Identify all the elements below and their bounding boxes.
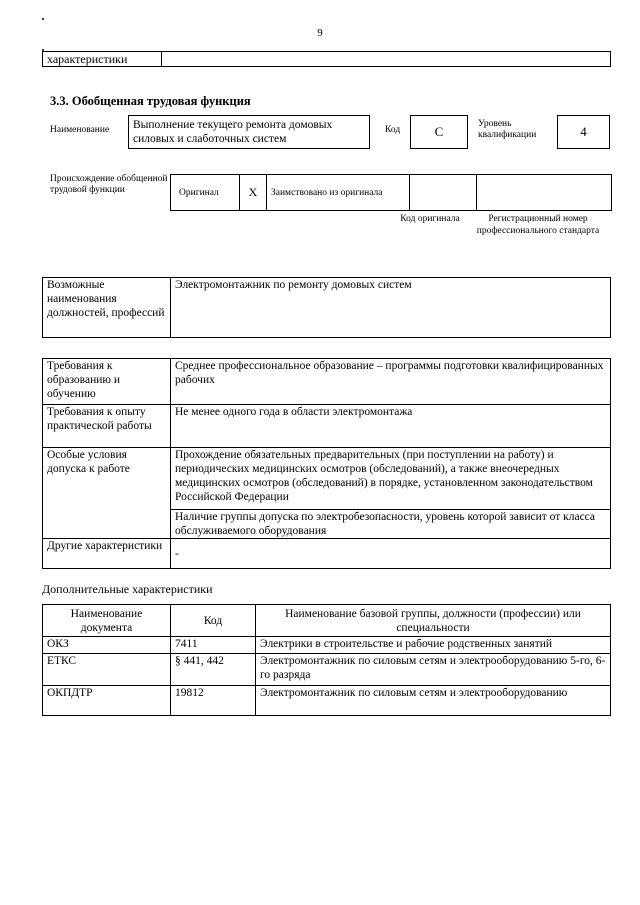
page-number: 9 — [317, 27, 323, 39]
origin-reg-cell — [477, 175, 612, 211]
additional-table — [42, 604, 611, 716]
origin-mark: X — [240, 175, 267, 211]
level-value: 4 — [557, 115, 610, 149]
origin-reg-caption: Регистрационный номер профессионального стандарта — [476, 214, 600, 236]
req-label: Другие характеристики — [43, 539, 171, 569]
additional-header: Код — [171, 605, 256, 637]
table-row — [43, 686, 611, 716]
additional-cell: 7411 — [171, 637, 256, 654]
additional-title: Дополнительные характеристики — [42, 582, 213, 596]
additional-cell: Электрики в строительстве и рабочие родственных занятий — [256, 637, 611, 654]
requirements-table — [42, 358, 611, 569]
origin-table — [170, 174, 612, 211]
origin-code-cell — [410, 175, 477, 211]
req-value: - — [171, 539, 611, 569]
name-value: Выполнение текущего ремонта домовых силовых и слаботочных систем — [128, 115, 370, 149]
req-label: Требования к образованию и обучению — [43, 359, 171, 405]
req-value: Среднее профессиональное образование – программы подготовки квалифицированных рабочих — [171, 359, 611, 405]
additional-header: Наименование документа — [43, 605, 171, 637]
additional-cell: ЕТКС — [43, 654, 171, 686]
additional-cell: ОКПДТР — [43, 686, 171, 716]
top-continuation-table — [42, 51, 611, 67]
positions-value: Электромонтажник по ремонту домовых систем — [171, 278, 611, 338]
origin-borrowed: Заимствовано из оригинала — [267, 175, 410, 211]
additional-cell: Электромонтажник по силовым сетям и электрооборудованию 5-го, 6-го разряда — [256, 654, 611, 686]
additional-header: Наименование базовой группы, должности (профессии) или специальности — [256, 605, 611, 637]
code-value: С — [410, 115, 468, 149]
req-value: Прохождение обязательных предварительных (при поступлении на работу) и периодических медицинских осмотров (обследований), а также внеочередных медицинских осмотров (обследований) в порядке, установленном законодательством Российской Федерации — [171, 448, 611, 510]
additional-cell: 19812 — [171, 686, 256, 716]
scan-speck — [42, 18, 44, 20]
additional-cell: Электромонтажник по силовым сетям и электрооборудованию — [256, 686, 611, 716]
req-value: Наличие группы допуска по электробезопасности, уровень которой зависит от класса обслуживаемого оборудования — [171, 510, 611, 539]
req-label: Требования к опыту практической работы — [43, 405, 171, 448]
top-row-label: характеристики — [43, 52, 162, 67]
origin-label: Происхождение обобщенной трудовой функции — [50, 174, 168, 195]
origin-code-caption: Код оригинала — [400, 214, 460, 224]
section-title: 3.3. Обобщенная трудовая функция — [50, 94, 251, 108]
code-label: Код — [385, 125, 401, 135]
name-label: Наименование — [50, 125, 110, 135]
top-row-value — [162, 52, 611, 67]
req-value: Не менее одного года в области электромонтажа — [171, 405, 611, 448]
origin-original: Оригинал — [171, 175, 240, 211]
level-label: Уровень квалификации — [478, 119, 537, 140]
positions-table — [42, 277, 611, 338]
additional-cell: § 441, 442 — [171, 654, 256, 686]
additional-cell: ОКЗ — [43, 637, 171, 654]
table-row — [43, 637, 611, 654]
req-label: Особые условия допуска к работе — [43, 448, 171, 539]
positions-label: Возможные наименования должностей, профессий — [43, 278, 171, 338]
table-row — [43, 654, 611, 686]
